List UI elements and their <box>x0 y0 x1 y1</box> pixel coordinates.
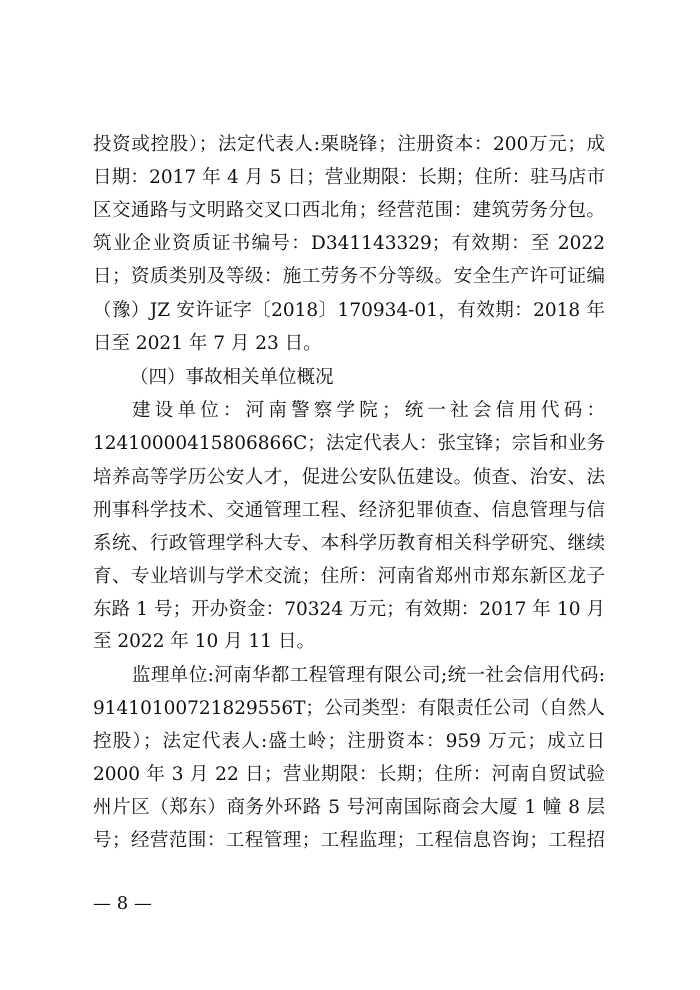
text-line: 监理单位:河南华都工程管理有限公司;统一社会信用代码: <box>132 665 605 686</box>
text-line: 培养高等学历公安人才，促进公安队伍建设。侦查、治安、法 <box>93 467 605 488</box>
text-line: 号；经营范围：工程管理；工程监理；工程信息咨询；工程招 <box>93 830 605 851</box>
text-line: 投资或控股）；法定代表人:栗晓锋；注册资本：200万元；成 <box>93 134 605 155</box>
text-line: 日期：2017 年 4 月 5 日；营业期限：长期；住所：驻马店市 <box>93 167 605 188</box>
page-number: — 8 — <box>93 893 152 914</box>
text-line: 91410100721829556T；公司类型：有限责任公司（自然人 <box>93 698 605 719</box>
text-line: 建设单位：河南警察学院；统一社会信用代码： <box>132 400 605 421</box>
text-line: 12410000415806866C；法定代表人：张宝锋；宗旨和业务 <box>93 433 605 454</box>
text-line: 刑事科学技术、交通管理工程、经济犯罪侦查、信息管理与信 <box>93 500 605 521</box>
text-line: 至 2022 年 10 月 11 日。 <box>93 631 315 652</box>
text-line: （豫）JZ 安许证字〔2018〕170934-01，有效期：2018 年 <box>93 300 605 321</box>
text-line: 育、专业培训与学术交流；住所：河南省郑州市郑东新区龙子 <box>93 566 605 587</box>
text-line: 日至 2021 年 7 月 23 日。 <box>93 333 322 354</box>
text-line: 东路 1 号；开办资金：70324 万元；有效期：2017 年 10 月 <box>93 599 605 620</box>
text-line: 2000 年 3 月 22 日；营业期限：长期；住所：河南自贸试验 <box>93 764 605 785</box>
text-line: 日；资质类别及等级：施工劳务不分等级。安全生产许可证编 <box>93 266 605 287</box>
text-line: 控股）；法定代表人:盛土岭；注册资本：959 万元；成立日 <box>93 731 605 752</box>
text-line: 州片区（郑东）商务外环路 5 号河南国际商会大厦 1 幢 8 层 <box>93 797 605 818</box>
text-line: 区交通路与文明路交叉口西北角；经营范围：建筑劳务分包。 <box>93 200 605 221</box>
text-line: 筑业企业资质证书编号：D341143329；有效期：至 2022 <box>93 233 605 254</box>
text-line: 系统、行政管理学科大专、本科学历教育相关科学研究、继续 <box>93 533 605 554</box>
section-heading: （四）事故相关单位概况 <box>130 367 334 388</box>
